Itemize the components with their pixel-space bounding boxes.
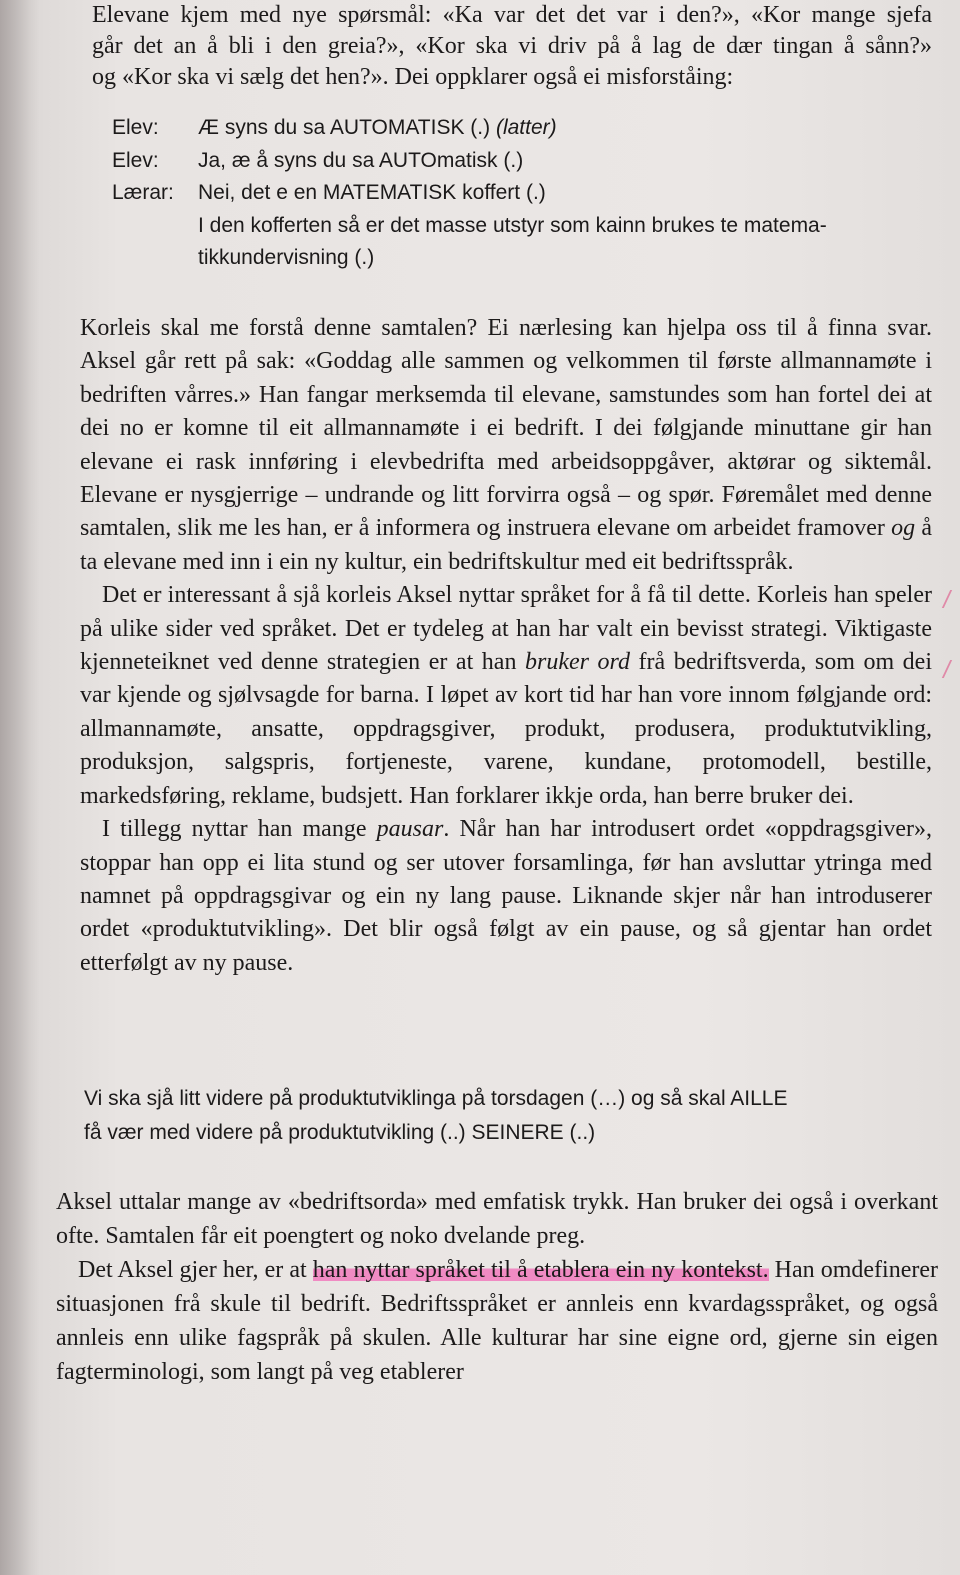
top-line-1: Elevane kjem med nye spørsmål: «Ka var det det var i den?», «Kor mange sjefa	[92, 2, 932, 28]
paragraph-3-end: . Når han har introdusert ordet «oppdragsgiver», stoppar han opp ei lita stund og ser utover forsamlinga, før han avsluttar ytringa med namnet på oppdragsgivar og ein ny lang pause. Liknande skjer når han introduserer ordet «produktutvikling». Det blir også følgt av ein pause, og så gjentar han ordet etterfølgt av ny pause.	[80, 816, 933, 976]
body-text-section-2	[56, 1185, 938, 1389]
dialogue-row	[112, 177, 934, 210]
utterance	[198, 112, 934, 145]
page-gutter-shadow	[0, 0, 40, 1575]
dialogue-row	[112, 145, 934, 178]
paragraph-5-text: Det Aksel gjer her, er at	[78, 1257, 313, 1283]
paragraph-1-text: Korleis skal me forstå denne samtalen? Ei nærlesing kan hjelpa oss til å finna svar. Aksel går rett på sak: «Goddag alle sammen og velkommen til første allmannamøte i bedriften vårres.» Han fangar merksemda til elevane, samstundes som han fortel dei at dei no er komne til eit allmannamøte i ei bedrift. I dei følgjande minuttane gir han elevane ei rask innføring i elevbedrifta med arbeidsoppgåver, aktørar og siktemål. Elevane er nysgjerrige – undrande og litt forvirra også – og spør. Føremålet med denne samtalen, slik me les han, er å informera og instruera elevane om arbeidet framover	[80, 315, 932, 542]
paragraph-2-text: Det er interessant å sjå korleis Aksel nyttar språket for å få til dette. Korleis han speler på ulike sider ved språket. Det er tydeleg at han har valt ein bevisst strategi. Viktigaste kjenneteiknet ved denne strategien er at han	[80, 582, 932, 676]
top-line-2: går det an å bli i den greia?», «Kor ska vi driv på å lag de dær tingan å sånn?»	[92, 33, 932, 59]
paragraph-1-end: å ta elevane med inn i ein ny kultur, ein bedriftskultur med eit bedriftsspråk.	[80, 515, 933, 575]
margin-pen-mark	[942, 590, 960, 608]
paragraph-4: Aksel uttalar mange av «bedriftsorda» med emfatisk trykk. Han bruker dei også i overkant ofte. Samtalen får eit poengtert og noko dvelande preg.	[56, 1189, 938, 1249]
paragraph-2-end: frå bedriftsverda, som om dei var kjende og sjølvsagde for barna. I løpet av kort tid har han vore innom følgjande ord: allmannamøte, ansatte, oppdragsgiver, produkt, produsera, produktutvikling, produksjon, salgspris, fortjeneste, varene, kundane, protomodell, bestille, markedsføring, reklame, budsjett. Han forklarer ikkje orda, han berre bruker dei.	[80, 649, 932, 809]
paragraph-1-italic: og	[891, 515, 916, 542]
dialogue-continuation-2: tikkundervisning (.)	[198, 246, 375, 269]
quote-line-2: få vær med videre på produktutvikling (..) SEINERE (..)	[84, 1121, 596, 1144]
highlighted-sentence: han nyttar språket til å etablera ein ny kontekst.	[312, 1257, 769, 1283]
margin-pen-mark	[942, 660, 960, 678]
utterance-text: Æ syns du sa AUTOMATISK (.)	[198, 116, 496, 139]
utterance-italic: (latter)	[495, 116, 557, 139]
speaker-label: Elev:	[112, 116, 159, 139]
speaker-label: Elev:	[112, 148, 159, 172]
utterance-text: Ja, æ å syns du sa AUTOmatisk (.)	[198, 148, 524, 172]
top-paragraph	[92, 0, 932, 90]
dialogue-continuation-1: I den kofferten så er det masse utstyr som kainn brukes te matema-	[198, 213, 827, 237]
dialogue-transcript	[112, 112, 934, 275]
speaker-label: Lærar:	[112, 181, 174, 204]
utterance-text: Nei, det e en MATEMATISK koffert (.)	[198, 181, 546, 204]
paragraph-5-end: Han omdefinerer situasjonen frå skule til bedrift. Bedriftsspråket er annleis enn kvardagsspråket, og også annleis enn ulike fagspråk på skulen. Alle kulturar har sine eigne ord, gjerne sin eigen fagterminologi, som langt på veg etablerer	[56, 1257, 938, 1385]
block-quote	[84, 1082, 936, 1150]
paragraph-5	[56, 1253, 938, 1389]
paragraph-2	[80, 579, 932, 813]
dialogue-row	[112, 112, 934, 145]
quote-line-1: Vi ska sjå litt videre på produktutviklinga på torsdagen (…) og så skal AILLE	[84, 1087, 788, 1110]
body-text-section-1	[80, 312, 932, 980]
paragraph-3-text: I tillegg nyttar han mange	[102, 816, 377, 843]
top-line-3: og «Kor ska vi sælg det hen?». Dei oppklarer også ei misforståing:	[92, 64, 734, 90]
paragraph-2-italic: bruker ord	[525, 649, 630, 676]
paragraph-1	[80, 312, 932, 579]
paragraph-3	[80, 813, 932, 980]
paragraph-3-italic: pausar	[376, 816, 444, 843]
